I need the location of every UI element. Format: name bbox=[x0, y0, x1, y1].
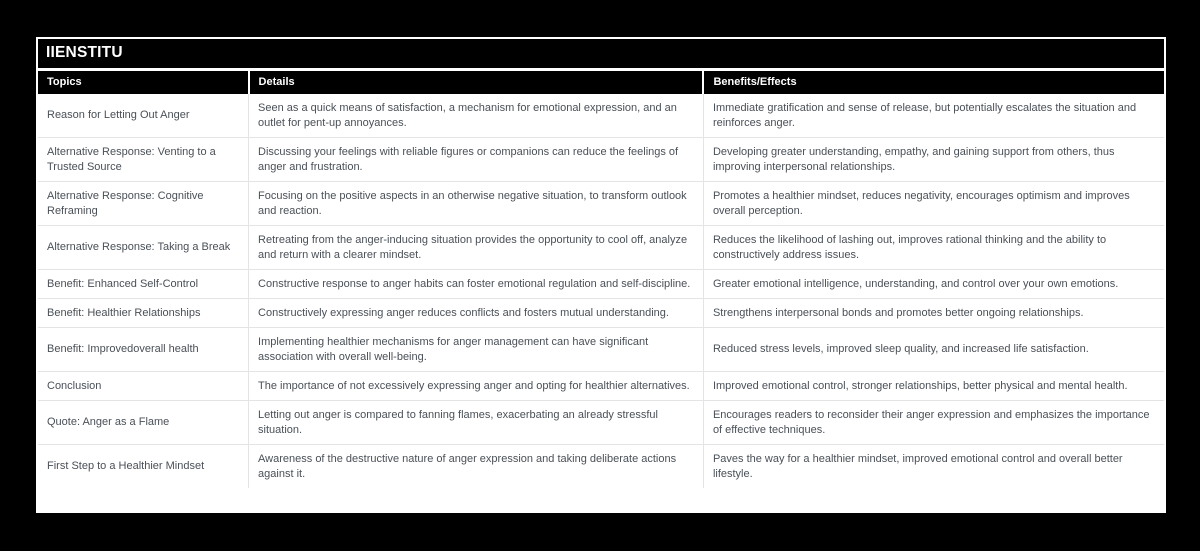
cell-benefits: Encourages readers to reconsider their anger expression and emphasizes the importance of effective techniques. bbox=[703, 401, 1164, 445]
title-bar bbox=[38, 39, 1164, 71]
cell-benefits: Reduces the likelihood of lashing out, improves rational thinking and the ability to constructively address issues. bbox=[703, 226, 1164, 270]
cell-benefits: Improved emotional control, stronger relationships, better physical and mental health. bbox=[703, 372, 1164, 401]
column-header-details: Details bbox=[249, 71, 704, 94]
cell-details: Letting out anger is compared to fanning flames, exacerbating an already stressful situation. bbox=[249, 401, 704, 445]
table-row bbox=[38, 270, 1164, 299]
cell-details: Constructively expressing anger reduces conflicts and fosters mutual understanding. bbox=[249, 299, 704, 328]
anger-management-table bbox=[38, 71, 1164, 488]
cell-benefits: Developing greater understanding, empathy, and gaining support from others, thus improving interpersonal relationships. bbox=[703, 138, 1164, 182]
cell-details: Implementing healthier mechanisms for anger management can have significant association with overall well-being. bbox=[249, 328, 704, 372]
cell-topic: Alternative Response: Taking a Break bbox=[38, 226, 249, 270]
table-row bbox=[38, 138, 1164, 182]
content-frame bbox=[36, 37, 1166, 513]
cell-benefits: Strengthens interpersonal bonds and promotes better ongoing relationships. bbox=[703, 299, 1164, 328]
cell-topic: Quote: Anger as a Flame bbox=[38, 401, 249, 445]
cell-details: Retreating from the anger-inducing situation provides the opportunity to cool off, analyze and return with a clearer mindset. bbox=[249, 226, 704, 270]
table-row bbox=[38, 299, 1164, 328]
cell-benefits: Reduced stress levels, improved sleep quality, and increased life satisfaction. bbox=[703, 328, 1164, 372]
page-title: IIENSTITU bbox=[46, 44, 123, 61]
cell-benefits: Promotes a healthier mindset, reduces negativity, encourages optimism and improves overall perception. bbox=[703, 182, 1164, 226]
cell-benefits: Greater emotional intelligence, understanding, and control over your own emotions. bbox=[703, 270, 1164, 299]
table-row bbox=[38, 226, 1164, 270]
cell-topic: Benefit: Improvedoverall health bbox=[38, 328, 249, 372]
header-row bbox=[38, 71, 1164, 94]
cell-topic: Benefit: Healthier Relationships bbox=[38, 299, 249, 328]
cell-benefits: Immediate gratification and sense of release, but potentially escalates the situation and reinforces anger. bbox=[703, 94, 1164, 138]
cell-benefits: Paves the way for a healthier mindset, improved emotional control and overall better lifestyle. bbox=[703, 445, 1164, 489]
table-row bbox=[38, 372, 1164, 401]
column-header-topics: Topics bbox=[38, 71, 249, 94]
cell-details: Seen as a quick means of satisfaction, a mechanism for emotional expression, and an outlet for pent-up annoyances. bbox=[249, 94, 704, 138]
cell-details: The importance of not excessively expressing anger and opting for healthier alternatives. bbox=[249, 372, 704, 401]
cell-details: Focusing on the positive aspects in an otherwise negative situation, to transform outlook and reaction. bbox=[249, 182, 704, 226]
cell-details: Constructive response to anger habits can foster emotional regulation and self-discipline. bbox=[249, 270, 704, 299]
table-row bbox=[38, 445, 1164, 489]
cell-topic: First Step to a Healthier Mindset bbox=[38, 445, 249, 489]
table-row bbox=[38, 401, 1164, 445]
cell-topic: Benefit: Enhanced Self-Control bbox=[38, 270, 249, 299]
cell-topic: Alternative Response: Cognitive Reframing bbox=[38, 182, 249, 226]
table-row bbox=[38, 328, 1164, 372]
cell-details: Discussing your feelings with reliable figures or companions can reduce the feelings of anger and frustration. bbox=[249, 138, 704, 182]
table-row bbox=[38, 94, 1164, 138]
cell-topic: Conclusion bbox=[38, 372, 249, 401]
cell-topic: Reason for Letting Out Anger bbox=[38, 94, 249, 138]
cell-details: Awareness of the destructive nature of anger expression and taking deliberate actions against it. bbox=[249, 445, 704, 489]
table-row bbox=[38, 182, 1164, 226]
column-header-benefits: Benefits/Effects bbox=[703, 71, 1164, 94]
cell-topic: Alternative Response: Venting to a Trusted Source bbox=[38, 138, 249, 182]
